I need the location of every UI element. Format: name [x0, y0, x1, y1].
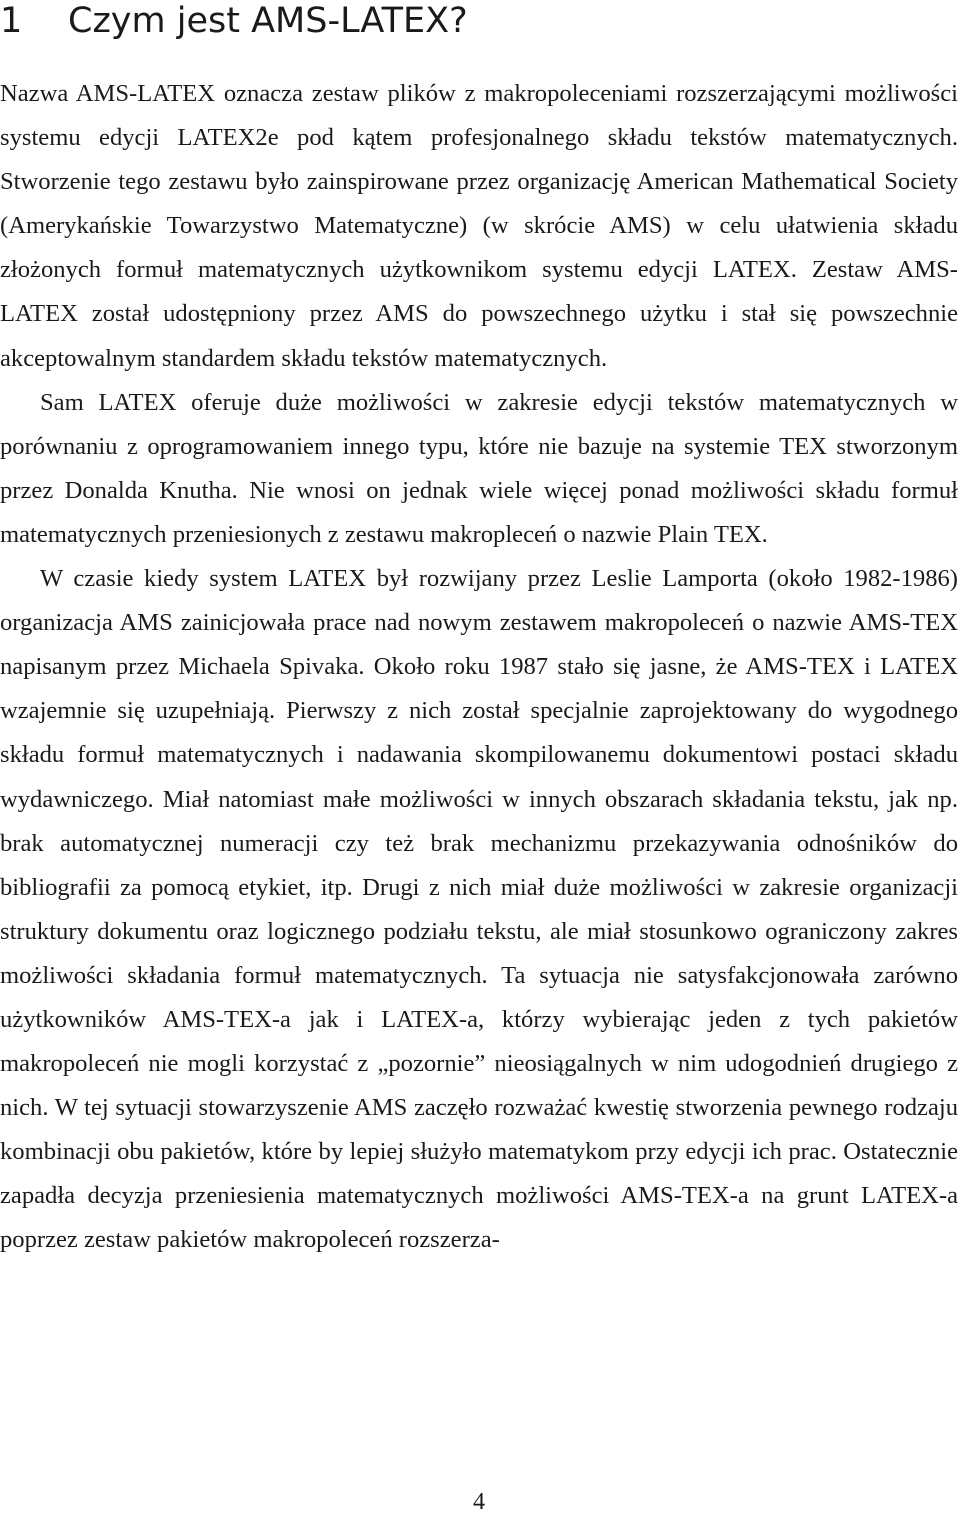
page-number: 4 — [473, 1489, 485, 1515]
paragraph-3: W czasie kiedy system LATEX był rozwijany przez Leslie Lamporta (około 1982-1986) organizacja AMS zainicjowała prace nad nowym zestawem makropoleceń o nazwie AMS-TEX napisanym przez Michaela Spivaka. Około roku 1987 stało się jasne, że AMS-TEX i LATEX wzajemnie się uzupełniają. Pierwszy z nich został specjalnie zaprojektowany do wygodnego składu formuł matematycznych i nadawania skompilowanemu dokumentowi postaci składu wydawniczego. Miał natomiast małe możliwości w innych obszarach składania tekstu, jak np. brak automatycznej numeracji czy też brak mechanizmu przekazywania odnośników do bibliografii za pomocą etykiet, itp. Drugi z nich miał duże możliwości w zakresie organizacji struktury dokumentu oraz logicznego podziału tekstu, ale miał stosunkowo ograniczony zakres możliwości składania formuł matematycznych. Ta sytuacja nie satysfakcjonowała zarówno użytkowników AMS-TEX-a jak i LATEX-a, którzy wybierając jeden z tych pakietów makropoleceń nie mogli korzystać z „pozornie” nieosiągalnych w nim udogodnień drugiego z nich. W tej sytuacji stowarzyszenie AMS zaczęło rozważać kwestię stworzenia pewnego rodzaju kombinacji obu pakietów, które by lepiej służyło matematykom przy edycji ich prac. Ostatecznie zapadła decyzja przeniesienia matematycznych możliwości AMS-TEX-a na grunt LATEX-a poprzez zestaw pakietów makropoleceń rozszerza- — [0, 565, 958, 1254]
body-text — [0, 72, 958, 1263]
paragraph-2: Sam LATEX oferuje duże możliwości w zakresie edycji tekstów matematycznych w porównaniu z oprogramowaniem innego typu, które nie bazuje na systemie TEX stworzonym przez Donalda Knutha. Nie wnosi on jednak wiele więcej ponad możliwości składu formuł matematycznych przeniesionych z zestawu makropleceń o nazwie Plain TEX. — [0, 388, 958, 548]
section-heading — [0, 0, 468, 42]
section-title: Czym jest AMS-LATEX? — [68, 1, 468, 41]
section-number: 1 — [0, 1, 23, 41]
paragraph-1: Nazwa AMS-LATEX oznacza zestaw plików z makropoleceniami rozszerzającymi możliwości systemu edycji LATEX2e pod kątem profesjonalnego składu tekstów matematycznych. Stworzenie tego zestawu było zainspirowane przez organizację American Mathematical Society (Amerykańskie Towarzystwo Matematyczne) (w skrócie AMS) w celu ułatwienia składu złożonych formuł matematycznych użytkownikom systemu edycji LATEX. Zestaw AMS-LATEX został udostępniony przez AMS do powszechnego użytku i stał się powszechnie akceptowalnym standardem składu tekstów matematycznych. — [0, 80, 958, 372]
